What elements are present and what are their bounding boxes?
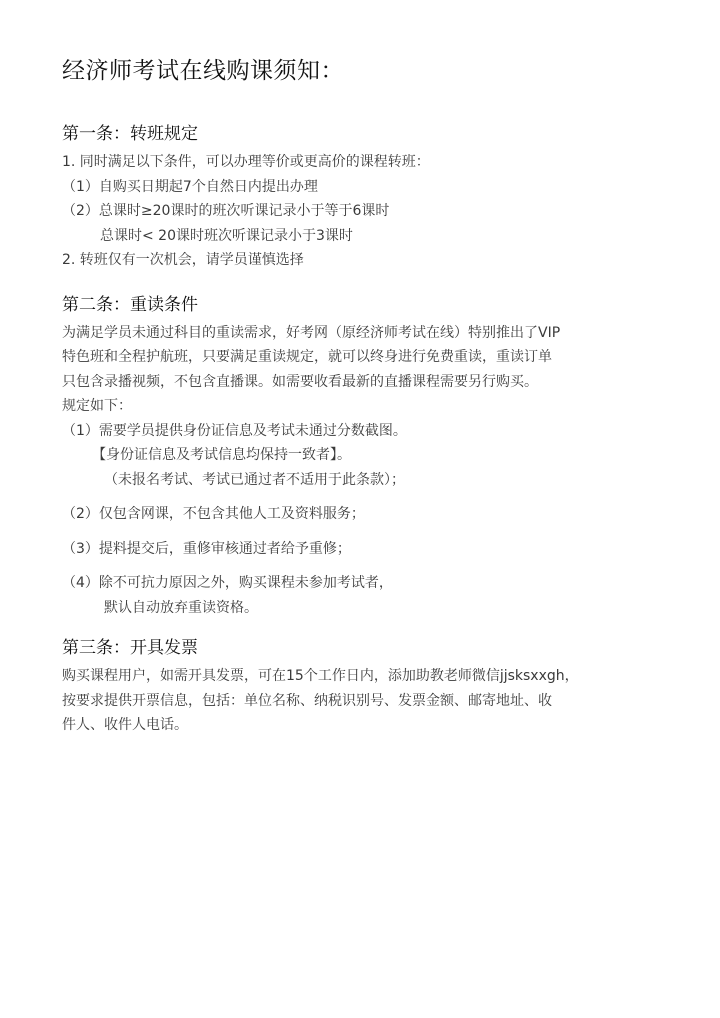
condition-item: （2）仅包含网课，不包含其他人工及资料服务； <box>62 506 365 522</box>
rule-line: 2. 转班仅有一次机会，请学员谨慎选择 <box>62 252 304 268</box>
condition-item: （4）除不可抗力原因之外，购买课程未参加考试者， <box>62 575 393 591</box>
paragraph-line: 按要求提供开票信息，包括：单位名称、纳税识别号、发票金额、邮寄地址、收 <box>62 692 552 709</box>
condition-item: 默认自动放弃重读资格。 <box>104 599 258 616</box>
condition-item: （3）提料提交后，重修审核通过者给予重修； <box>62 540 351 557</box>
page-title: 经济师考试在线购课须知： <box>62 58 344 84</box>
rule-line: （2）总课时≥20课时的班次听课记录小于等于6课时 <box>62 203 390 219</box>
paragraph-line: 购买课程用户，如需开具发票，可在15个工作日内，添加助教老师微信jjsksxxgh， <box>62 668 579 684</box>
condition-item: （未报名考试、考试已通过者不适用于此条款）； <box>104 471 405 488</box>
rule-line: 1. 同时满足以下条件，可以办理等价或更高价的课程转班： <box>62 154 430 170</box>
section-reread-conditions <box>62 293 662 621</box>
paragraph-line: 只包含录播视频，不包含直播课。如需要收看最新的直播课程需要另行购买。 <box>62 373 538 390</box>
section-transfer-rules <box>62 122 662 273</box>
section-invoice <box>62 636 662 738</box>
condition-item: （1）需要学员提供身份证信息及考试未通过分数截图。 <box>62 422 407 439</box>
condition-item: 【身份证信息及考试信息均保持一致者】。 <box>92 447 351 463</box>
paragraph-line: 规定如下： <box>62 398 132 414</box>
rule-line: （1）自购买日期起7个自然日内提出办理 <box>62 178 318 195</box>
paragraph-line: 特色班和全程护航班，只要满足重读规定，就可以终身进行免费重读，重读订单 <box>62 349 552 365</box>
paragraph-line: 为满足学员未通过科目的重读需求，好考网（原经济师考试在线）特别推出了VIP <box>62 324 561 341</box>
section-heading: 第三条：开具发票 <box>62 638 198 658</box>
notice-document <box>62 56 662 738</box>
paragraph-line: 件人、收件人电话。 <box>62 717 188 733</box>
section-heading: 第二条：重读条件 <box>62 294 198 315</box>
section-heading: 第一条：转班规定 <box>62 124 198 144</box>
rule-line: 总课时< 20课时班次听课记录小于3课时 <box>100 227 353 244</box>
